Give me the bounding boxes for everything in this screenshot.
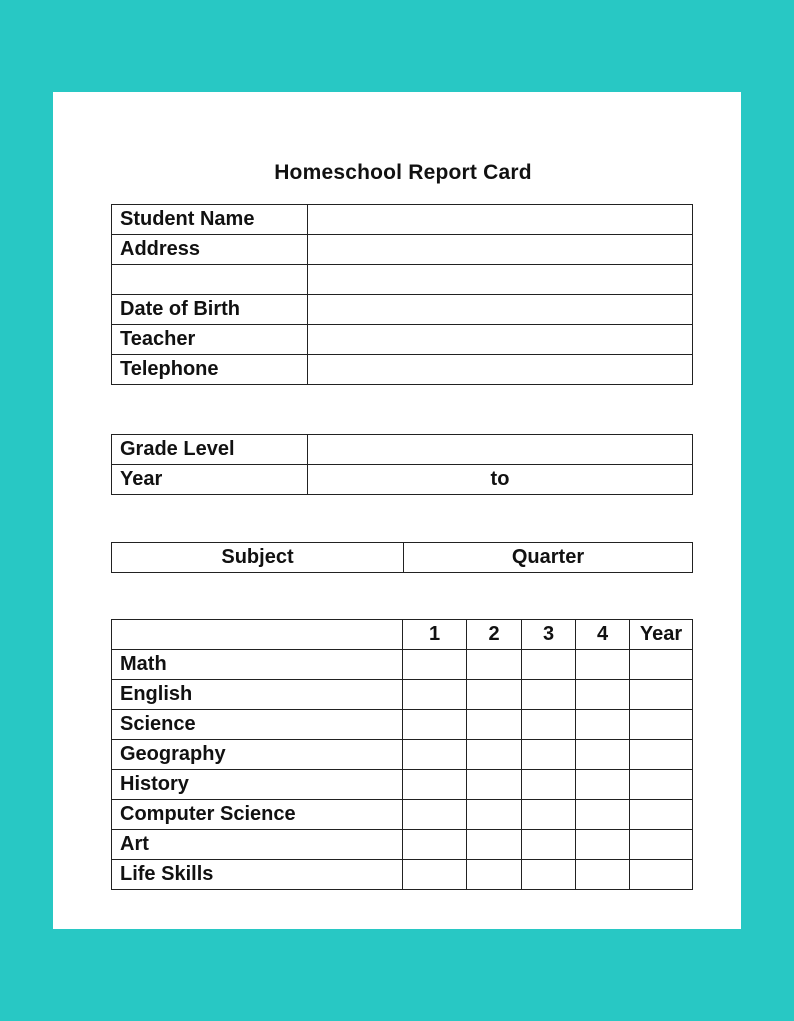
grade-cell[interactable] [403, 800, 467, 830]
subject-column-header [112, 620, 403, 650]
grade-cell[interactable] [576, 830, 630, 860]
grades-table [111, 619, 693, 890]
year-column-header: Year [630, 620, 693, 650]
grade-cell[interactable] [467, 800, 522, 830]
address-line2-field[interactable] [308, 265, 693, 295]
grade-cell[interactable] [522, 680, 576, 710]
quarter-2-header: 2 [467, 620, 522, 650]
table-row [112, 295, 693, 325]
grade-cell[interactable] [576, 650, 630, 680]
grade-cell[interactable] [630, 800, 693, 830]
grade-cell[interactable] [576, 800, 630, 830]
date-of-birth-field[interactable] [308, 295, 693, 325]
grade-cell[interactable] [576, 740, 630, 770]
teacher-label: Teacher [112, 325, 308, 355]
subject-history: History [112, 770, 403, 800]
grade-cell[interactable] [630, 650, 693, 680]
date-of-birth-label: Date of Birth [112, 295, 308, 325]
grade-cell[interactable] [522, 710, 576, 740]
address-line2-label [112, 265, 308, 295]
grade-cell[interactable] [467, 830, 522, 860]
grade-cell[interactable] [630, 770, 693, 800]
grade-cell[interactable] [467, 740, 522, 770]
grade-level-field[interactable] [308, 435, 693, 465]
grade-cell[interactable] [522, 830, 576, 860]
table-row [112, 800, 693, 830]
subject-math: Math [112, 650, 403, 680]
grade-cell[interactable] [522, 650, 576, 680]
table-row [112, 860, 693, 890]
subject-science: Science [112, 710, 403, 740]
grade-cell[interactable] [403, 680, 467, 710]
grade-cell[interactable] [522, 860, 576, 890]
quarter-header: Quarter [404, 543, 693, 573]
grade-cell[interactable] [576, 710, 630, 740]
address-field[interactable] [308, 235, 693, 265]
student-name-label: Student Name [112, 205, 308, 235]
subject-geography: Geography [112, 740, 403, 770]
quarter-4-header: 4 [576, 620, 630, 650]
grade-level-table [111, 434, 693, 495]
grade-cell[interactable] [630, 830, 693, 860]
table-row [112, 435, 693, 465]
grade-cell[interactable] [630, 680, 693, 710]
teacher-field[interactable] [308, 325, 693, 355]
quarter-1-header: 1 [403, 620, 467, 650]
grade-cell[interactable] [403, 740, 467, 770]
grade-cell[interactable] [467, 860, 522, 890]
page-title: Homeschool Report Card [274, 161, 532, 184]
table-row [112, 650, 693, 680]
quarter-3-header: 3 [522, 620, 576, 650]
telephone-field[interactable] [308, 355, 693, 385]
table-row [112, 465, 693, 495]
table-row [112, 710, 693, 740]
year-range-field[interactable] [308, 465, 693, 495]
grade-level-label: Grade Level [112, 435, 308, 465]
table-row [112, 205, 693, 235]
grade-cell[interactable] [403, 650, 467, 680]
grade-cell[interactable] [576, 860, 630, 890]
grade-cell[interactable] [403, 830, 467, 860]
grade-cell[interactable] [630, 860, 693, 890]
table-row [112, 235, 693, 265]
grade-cell[interactable] [630, 710, 693, 740]
grade-cell[interactable] [467, 710, 522, 740]
table-row [112, 543, 693, 573]
grade-cell[interactable] [576, 770, 630, 800]
table-row [112, 830, 693, 860]
grades-header-row [112, 620, 693, 650]
year-separator: to [490, 468, 510, 490]
grade-cell[interactable] [467, 770, 522, 800]
grade-cell[interactable] [403, 710, 467, 740]
table-row [112, 325, 693, 355]
student-name-field[interactable] [308, 205, 693, 235]
section-header-table [111, 542, 693, 573]
grade-cell[interactable] [467, 650, 522, 680]
subject-english: English [112, 680, 403, 710]
table-row [112, 770, 693, 800]
grade-cell[interactable] [522, 770, 576, 800]
grade-cell[interactable] [576, 680, 630, 710]
table-row [112, 680, 693, 710]
table-row [112, 740, 693, 770]
table-row [112, 355, 693, 385]
student-info-table [111, 204, 693, 385]
grade-cell[interactable] [403, 860, 467, 890]
subject-life-skills: Life Skills [112, 860, 403, 890]
address-label: Address [112, 235, 308, 265]
table-row [112, 265, 693, 295]
subject-art: Art [112, 830, 403, 860]
telephone-label: Telephone [112, 355, 308, 385]
grade-cell[interactable] [522, 800, 576, 830]
grade-cell[interactable] [403, 770, 467, 800]
subject-header: Subject [112, 543, 404, 573]
year-label: Year [112, 465, 308, 495]
grade-cell[interactable] [630, 740, 693, 770]
grade-cell[interactable] [522, 740, 576, 770]
grade-cell[interactable] [467, 680, 522, 710]
subject-computer-science: Computer Science [112, 800, 403, 830]
